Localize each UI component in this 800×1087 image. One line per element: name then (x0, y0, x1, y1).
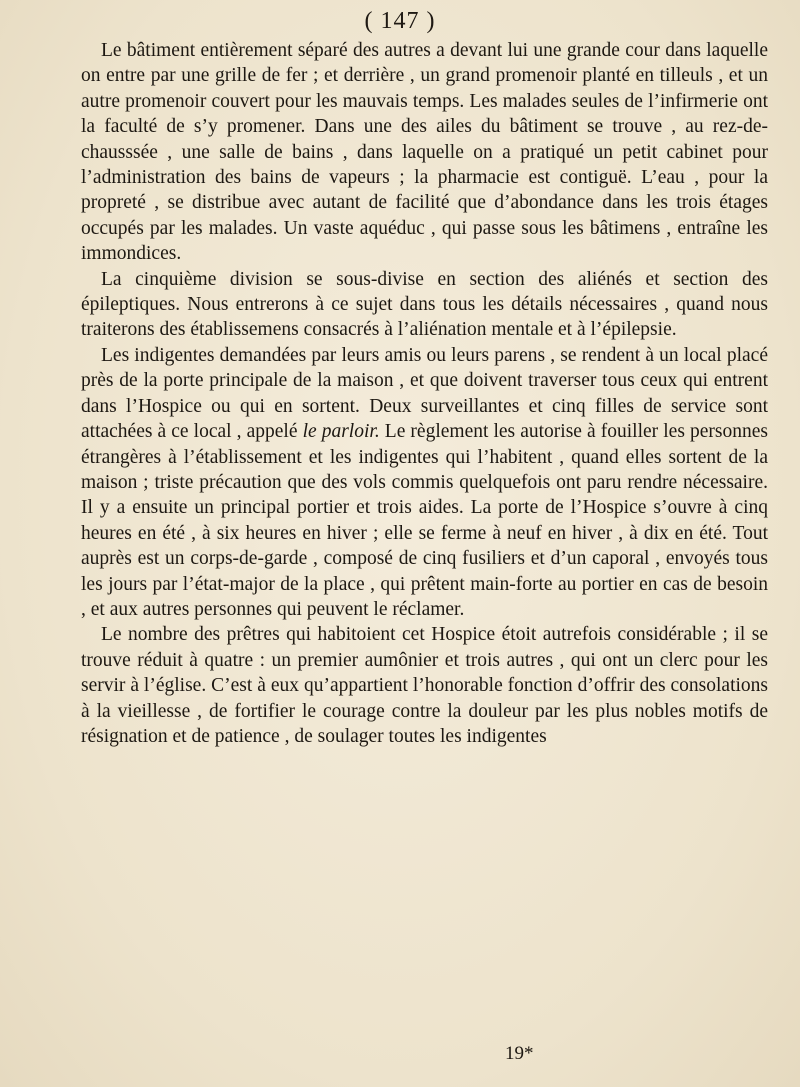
body-text (81, 38, 768, 749)
paragraph-parloir-part1: Les indigentes demandées par leurs amis ou leurs parens , se rendent à un local placé près de la porte principale de la maison , et que doivent traverser tous ceux qui entrent dans l’Hospice ou qui en sortent. Deux surveillantes et cinq filles de service sont attachées à ce local , appelé (81, 344, 768, 443)
paragraph-building: Le bâtiment entièrement séparé des autres a devant lui une grande cour dans laquelle on entre par une grille de fer ; et derrière , un grand promenoir planté en tilleuls , et un autre promenoir couvert pour les mauvais temps. Les malades seules de l’infirmerie ont la faculté de s’y promener. Dans une des ailes du bâtiment se trouve , au rez-de-chausssée , une salle de bains , dans laquelle on a pratiqué un petit cabinet pour l’administration des bains de vapeurs ; la pharmacie est contiguë. L’eau , pour la propreté , se distribue avec autant de facilité que d’abondance dans les trois étages occupés par les malades. Un vaste aquéduc , qui passe sous les bâtimens , entraîne les immondices. (81, 40, 768, 265)
paragraph-parloir (81, 343, 768, 622)
paragraph-fifth-division: La cinquième division se sous-divise en section des aliénés et section des épileptiques. Nous entrerons à ce sujet dans tous les détails nécessaires , quand nous traiterons des établissemens consacrés à l’aliénation mentale et à l’épilepsie. (81, 268, 768, 341)
parloir-italic: le parloir. (302, 421, 380, 443)
paragraph-priests: Le nombre des prêtres qui habitoient cet Hospice étoit autrefois considérable ; il se trouve réduit à quatre : un premier aumônier et trois autres , qui ont un clerc pour les servir à l’église. C’est à eux qu’appartient l’honorable fonction d’offrir des consolations à la vieillesse , de fortifier le courage contre la douleur par les plus nobles motifs de résignation et de patience , de soulager toutes les indigentes (81, 624, 768, 747)
signature-mark: 19* (505, 1043, 534, 1064)
paragraph-parloir-part2: Le règlement les autorise à fouiller les personnes étrangères à l’établissement et les indigentes qui l’habitent , quand elles sortent de la maison ; triste précaution que des vols commis quelquefois ont paru rendre nécessaire. Il y a ensuite un principal portier et trois aides. La porte de l’Hospice s’ouvre à cinq heures en été , à six heures en hiver ; elle se ferme à neuf en hiver , à dix en été. Tout auprès est un corps-de-garde , composé de cinq fusiliers et d’un caporal , envoyés tous les jours par l’état-major de la place , qui prêtent main-forte au portier en cas de besoin , et aux autres personnes qui peuvent le réclamer. (81, 421, 768, 620)
page-number: ( 147 ) (364, 8, 436, 34)
